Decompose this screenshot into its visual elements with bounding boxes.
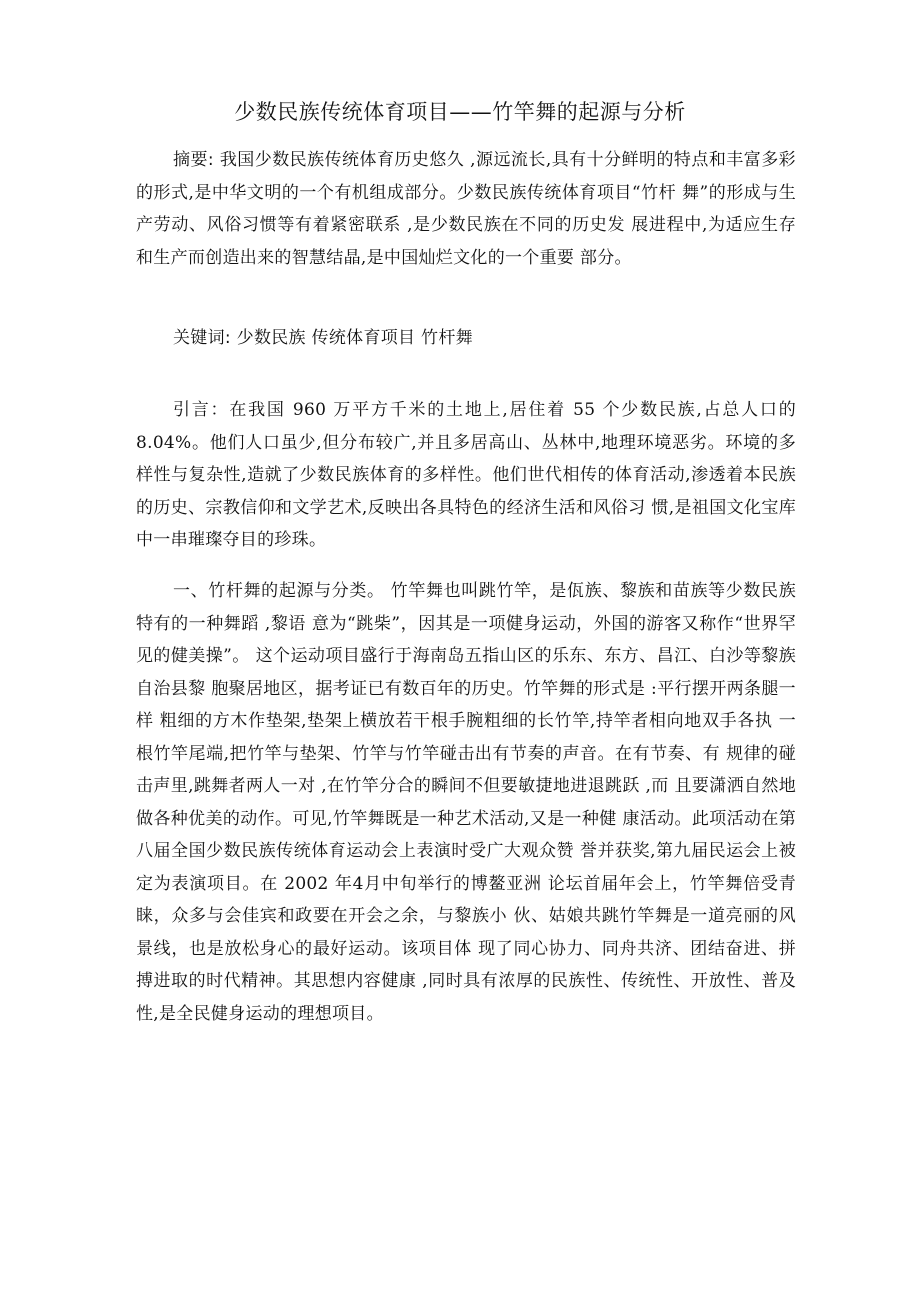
keywords-paragraph: [136, 322, 796, 355]
abstract-paragraph: [136, 144, 796, 274]
intro-paragraph: 引言：在我国 960 万平方千米的土地上,居住着 55 个少数民族,占总人口的 8.04%。他们人口虽少,但分布较广,并且多居高山、丛林中,地理环境恶劣。环境的多样性与复杂性,造就了少数民族体育的多样性。他们世代相传的体育活动,渗透着本民族的历史、宗教信仰和文学艺术,反映出各具特色的经济生活和风俗习 惯,是祖国文化宝库中一串璀璨夺目的珍珠。: [136, 400, 796, 550]
abstract-label: 摘要:: [173, 150, 214, 170]
section-1-paragraph: 一、竹杆舞的起源与分类。 竹竿舞也叫跳竹竿，是佤族、黎族和苗族等少数民族特有的一种舞蹈 ,黎语 意为“跳柴”，因其是一项健身运动，外国的游客又称作“世界罕见的健美操”。 这个运动项目盛行于海南岛五指山区的乐东、东方、昌江、白沙等黎族自治县黎 胞聚居地区，据考证已有数百年的历史。竹竿舞的形式是 :平行摆开两条腿一样 粗细的方木作垫架,垫架上横放若干根手腕粗细的长竹竿,持竿者相向地双手各执 一根竹竿尾端,把竹竿与垫架、竹竿与竹竿碰击出有节奏的声音。在有节奏、有 规律的碰击声里,跳舞者两人一对 ,在竹竿分合的瞬间不但要敏捷地进退跳跃 ,而 且要潇洒自然地做各种优美的动作。可见,竹竿舞既是一种艺术活动,又是一种健 康活动。此项活动在第八届全国少数民族传统体育运动会上表演时受广大观众赞 誉并获奖,第九届民运会上被定为表演项目。在 2002 年4月中旬举行的博鳌亚洲 论坛首届年会上，竹竿舞倍受青睐，众多与会佳宾和政要在开会之余，与黎族小 伙、姑娘共跳竹竿舞是一道亮丽的风景线，也是放松身心的最好运动。该项目体 现了同心协力、同舟共济、团结奋进、拼搏进取的时代精神。其思想内容健康 ,同时具有浓厚的民族性、传统性、开放性、普及性,是全民健身运动的理想项目。: [136, 581, 796, 1024]
keywords-text: 少数民族 传统体育项目 竹杆舞: [230, 328, 473, 348]
keywords-label: 关键词:: [173, 328, 231, 348]
abstract-text: 我国少数民族传统体育历史悠久 ,源远流长,具有十分鲜明的特点和丰富多彩的形式,是中华文明的一个有机组成部分。少数民族传统体育项目“竹杆 舞”的形成与生产劳动、风俗习惯等有着紧密联系 ,是少数民族在不同的历史发 展进程中,为适应生存和生产而创造出来的智慧结晶,是中国灿烂文化的一个重要 部分。: [136, 150, 796, 268]
document-title: 少数民族传统体育项目——竹竿舞的起源与分析: [234, 100, 686, 124]
